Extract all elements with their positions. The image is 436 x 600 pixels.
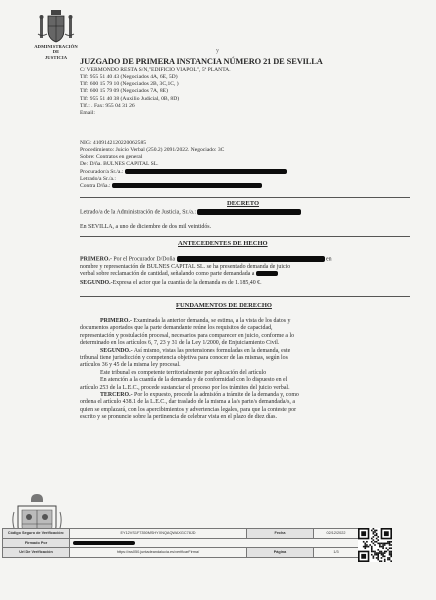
de-line: De: D/ña. BULNES CAPITAL SL. [80,161,159,168]
divider [80,236,410,237]
fundamentos-text: documentos aportados que la parte demandante reúne los requisitos de capacidad, [80,325,273,332]
antecedentes-text: Expresa el actor que la cuantía de la demanda es de 1.185,40 €. [112,279,262,286]
antecedentes-text: Por el Procurador D/Doña [111,256,176,263]
redaction-bar [177,256,325,262]
fundamentos-line [80,348,299,355]
decreto-date: En SEVILLA, a uno de diciembre de dos mil veintidós. [80,224,212,230]
nig-line: NIG: 4109142120220062585 [80,140,147,146]
url-label: Url De Verificación [3,548,70,558]
coat-of-arms-icon [36,8,76,48]
admin-line-1: ADMINISTRACIÓN [34,44,78,49]
fundamentos-heading: FUNDAMENTOS DE DERECHO [176,302,272,309]
address-line: Email: [80,109,95,116]
fundamentos-text: Así mismo, vistas las pretensiones formuladas en la demanda, este [132,347,291,354]
case-header [80,140,287,190]
firmado-label: Firmado Por [3,538,70,548]
letrado-text: Letrado/a de la Administración de Justicia, Sr./a.: [80,209,196,216]
contra-label: Contra D/ña.: [80,182,111,189]
fundamentos-line [80,392,299,399]
fundamentos-line [80,377,299,384]
fecha-label: Fecha [247,529,314,539]
admin-line-3: JUSTICIA [44,54,68,60]
antecedentes-line [80,256,332,264]
address-line: Tlf: 955 51 40 43 (Negociados 4A, 6E, 5D) [80,74,178,81]
redaction-bar [112,183,262,188]
redaction-bar [256,271,278,276]
address-line: Tlf: 600 15 79 10 (Negociados 2B, 3C,1C, ) [80,81,179,88]
antecedentes-line [80,280,332,287]
fundamentos-line [80,385,299,392]
fundamentos-line [80,333,299,340]
qr-code-icon [358,528,392,562]
fundamentos-line [80,325,299,332]
address-line: Tlf: 600 15 79 09 (Negociados 7A, 8E) [80,88,168,95]
code-label: Código Seguro de Verificación: [3,529,70,539]
address-line: Tlf: 955 51 40 38 (Auxilio Judicial, 0B, 8D) [80,95,180,102]
antecedentes-heading: ANTECEDENTES DE HECHO [178,240,268,247]
administration-label [26,44,86,60]
fundamentos-line [80,318,299,325]
letrado-line: Letrado/a Sr./a.: [80,175,116,182]
fundamentos-text: Este tribunal es competente territorialmente por aplicación del artículo [100,369,267,376]
verification-table [2,528,359,558]
sobre-line: Sobre: Contratos en general [80,154,143,161]
court-address [80,67,231,117]
fundamentos-line [80,414,299,421]
court-title: JUZGADO DE PRIMERA INSTANCIA NÚMERO 21 DE SEVILLA [80,57,323,66]
divider [80,197,410,198]
fundamentos-text: Examinada la anterior demanda, se estima, a la vista de los datos y [131,318,291,324]
fecha-value: 02/12/2022 [314,529,359,539]
procurador-line [80,169,287,176]
stray-mark: y [216,48,219,54]
fundamentos-text: artículos 36 y 45 de la misma ley procesal. [80,362,181,369]
antecedentes-text: en [326,256,332,263]
fundamentos-line [80,407,299,414]
segundo-lead: SEGUNDO.- [80,279,113,286]
fundamentos-lead: TERCERO.- [100,392,133,399]
fundamentos-line [80,355,299,362]
fundamentos-text: artículo 253 de la L.E.C., procede sustanciar el proceso por los trámites del juicio verbal. [80,384,290,391]
fundamentos-lead: PRIMERO.- [100,318,132,324]
decreto-letrado [80,209,301,217]
procurador-label: Procurador/a Sr./a.: [80,168,124,175]
antecedentes-text: verbal sobre reclamación de cantidad, señalando como parte demandada a [80,271,255,278]
fundamentos-text: Por lo expuesto, procede la admisión a trámite de la demanda y, como [132,392,299,399]
fundamentos-text: determinado en los artículos 6, 7, 23 y 31 de la Ley 1/2000, de Enjuiciamiento Civil. [80,340,280,347]
fundamentos-text: En atención a la cuantía de la demanda y de conformidad con lo dispuesto en el [100,377,288,384]
procedimiento-line: Procedimiento: Juicio Verbal (250.2) 2091/2022. Negociado: 3C [80,147,225,154]
fundamentos-line [80,362,299,369]
fundamentos-line [80,399,299,406]
antecedentes-line: nombre y representación de BULNES CAPITAL SL. se ha presentado demanda de juicio [80,263,291,270]
pagina-value: 1/3 [314,548,359,558]
redaction-bar [73,541,135,545]
address-line: Tlf.: . Fax: 955 04 31 26 [80,102,135,109]
verification-footer [2,528,434,598]
antecedentes-body [80,256,332,287]
firmado-value [70,538,359,548]
fundamentos-text: ordena el artículo 438.1 de la L.E.C., dar traslado de la misma a la/s parte/s demandada/s, a [80,399,295,406]
primero-lead: PRIMERO.- [80,256,112,263]
contra-line [80,183,287,190]
fundamentos-lead: SEGUNDO.- [100,347,133,354]
url-value[interactable]: https://ws050.juntadeandalucia.es/verificarFirma/ [70,548,247,558]
code-value: EY12VS1F7350MSHYXNQAQWAXGC78JD [70,529,247,539]
address-line: C/ VERMONDO RESTA S/N,"EDIFICIO VIAPOL", 5ª PLANTA. [80,67,231,73]
redaction-bar [197,209,301,215]
antecedentes-line [80,271,332,278]
redaction-bar [125,169,287,174]
pagina-label: Página [247,548,314,558]
divider [80,296,410,297]
fundamentos-text: escrito y se pronuncie sobre la pertinencia de celebrar vista en el plazo de diez días. [80,414,277,421]
fundamentos-text: representación y postulación procesal, necesarios para comparecer en juicio, conforme a lo [80,332,295,339]
fundamentos-line [80,340,299,347]
fundamentos-text: quien se emplazará, con los apercibimientos y advertencias legales, para que la conteste por [80,406,297,413]
admin-line-2: DE [52,49,60,55]
fundamentos-text: tribunal tiene jurisdicción y competencia objetiva para conocer de las mismas, según los [80,355,288,362]
fundamentos-body [80,318,299,422]
decreto-heading: DECRETO [227,200,260,207]
